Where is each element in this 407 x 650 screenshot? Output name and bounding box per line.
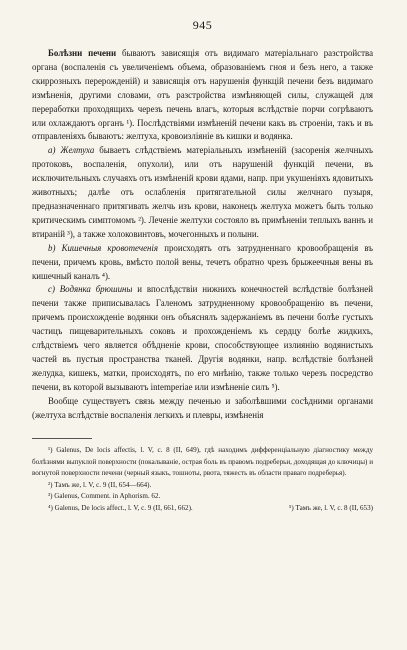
footnote-row [32,503,373,514]
paragraph-text: бываютъ зависящія отъ видимаго матеріальнаго разстройства органа (воспаленія съ увеличеніемъ объема, образованіемъ гноя и безъ него, а также скиррозныхъ перерожденій) и зависящія отъ нарушенія функцій печени безъ видимаго измѣненія, другими словами, отъ разстройства измѣняющей силы, служащей для переработки проходящихъ черезъ печень влагъ, которыя вслѣдствіе порчи согрѣваютъ или охлаждаютъ органъ ¹). Послѣдствіями измѣненій печени какъ въ строеніи, такъ и въ отправленіяхъ бываютъ: желтуха, кровоизліяніе въ кишки и водянка. [32,48,374,142]
footnote-divider [32,438,92,439]
paragraph-connection [32,395,373,423]
paragraph-text: и впослѣдствіи нижнихъ конечностей вслѣдствіе болѣзней печени также приписывалась Галеномъ затрудненному кровообращенію въ печени, причемъ происхожденіе водянки онъ объяснялъ задержаніемъ въ печени болѣе густыхъ частицъ пищеварительныхъ соковъ и прохожденіемъ къ сердцу болѣе жидкихъ, слѣдствіемъ чего является обѣдненіе крови, способствующее излиянію водянистыхъ частей въ пустыя пространства тканей. Другія водянки, напр. вслѣдствіе болѣзней желудка, кишекъ, матки, происходятъ, по его мнѣнію, также только черезъ посредство печени, въ которой вызываютъ intemperiae или измѣненіе силъ ⁵). [32,284,373,392]
footnote-5: ⁵) Тамъ же, l. V, c. 8 (II, 653) [288,503,373,512]
footnote-4: ⁴) Galenus, De locis affect., l. V, c. 9 (II, 661, 662). [48,503,193,512]
paragraph-lead: а) Желтуха [48,145,95,156]
paragraph-lead: Болѣзни печени [48,48,117,58]
paragraph-text: бываетъ слѣдствіемъ матеріальныхъ измѣненій (засоренія желчныхъ протоковъ, воспаленія, опухоли), или отъ нарушеній функцій печени, въ исключительныхъ случаяхъ отъ измѣненій крови ядами, напр. при укушеніяхъ ядовитыхъ животныхъ; далѣе отъ ослабленія притягательной силы желчнаго пузыря, предназначеннаго притягивать желчь изъ крови, наконецъ желтуха можетъ быть только критическимъ симптомомъ ²). Леченіе желтухи состояло въ примѣненіи теплыхъ ваннъ и втираній ³), а также холоковинтовъ, мочегонныхъ и полыни. [32,145,374,239]
footnote-3: ³) Galenus, Comment. in Aphorism. 62. [48,492,161,501]
paragraph-intestinal-bleeding [32,242,373,284]
paragraph-liver-diseases [32,47,373,144]
paragraph-jaundice [32,144,373,241]
paragraph-lead: b) Кишечныя кровотеченія [48,242,159,253]
paragraph-text: происходятъ отъ затрудненнаго кровообращенія въ печени, причемъ кровь, вмѣсто полой вены, течетъ обратно чрезъ брыжеечныя вены въ кишечный каналъ ⁴). [32,242,373,281]
body-text [32,47,373,422]
paragraph-text: Вообще существуетъ связь между печенью и заболѣвшими сосѣдними органами (желтуха вслѣдствіе воспаленія легкихъ и плевры, измѣненія [32,395,373,420]
page-number: 945 [192,18,213,32]
footnotes [32,445,373,513]
paragraph-dropsy [32,283,373,394]
footnote-2: ²) Тамъ же, l. V, c. 9 (II, 654—664). [48,480,152,489]
footnote-1: ¹) Galenus, De locis affectis, l. V, c. 8 (II, 649), гдѣ находимъ дифференціальную діагностику между болѣзнями выпуклой поверхности (покалываніе, острая боль въ правомъ подреберьи, доходящая до ключицы) и вогнутой поверхности печени (черный языкъ, тошноты, рвота, тяжесть въ области праваго подреберья). [32,446,373,478]
paragraph-lead: c) Водянка брюшины [48,284,133,295]
